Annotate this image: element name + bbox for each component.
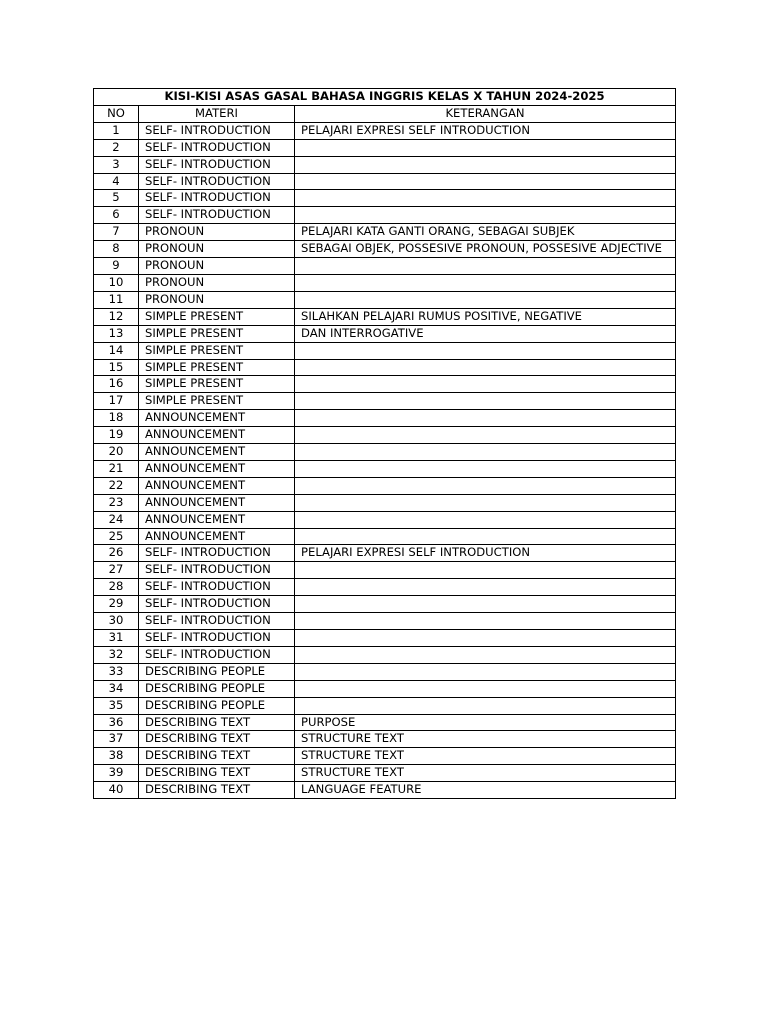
cell-no: 16 [94,376,139,393]
table-row [94,562,676,579]
cell-materi: ANNOUNCEMENT [139,427,295,444]
cell-materi: PRONOUN [139,241,295,258]
cell-keterangan [295,646,676,663]
cell-no: 28 [94,579,139,596]
cell-no: 40 [94,782,139,799]
table-row [94,139,676,156]
cell-no: 3 [94,156,139,173]
cell-no: 27 [94,562,139,579]
header-no: NO [94,105,139,122]
cell-materi: ANNOUNCEMENT [139,494,295,511]
cell-keterangan [295,579,676,596]
cell-no: 33 [94,663,139,680]
cell-no: 9 [94,258,139,275]
cell-no: 14 [94,342,139,359]
cell-keterangan [295,460,676,477]
cell-materi: SELF- INTRODUCTION [139,562,295,579]
cell-keterangan [295,680,676,697]
table-row [94,646,676,663]
table-row [94,765,676,782]
cell-materi: SELF- INTRODUCTION [139,613,295,630]
cell-keterangan [295,274,676,291]
table-row [94,359,676,376]
cell-materi: SIMPLE PRESENT [139,342,295,359]
cell-no: 22 [94,477,139,494]
cell-keterangan [295,444,676,461]
table-row [94,782,676,799]
cell-no: 5 [94,190,139,207]
cell-no: 2 [94,139,139,156]
cell-keterangan [295,427,676,444]
cell-materi: SIMPLE PRESENT [139,393,295,410]
table-row [94,680,676,697]
cell-keterangan [295,393,676,410]
cell-keterangan [295,663,676,680]
cell-no: 17 [94,393,139,410]
cell-keterangan: PELAJARI EXPRESI SELF INTRODUCTION [295,545,676,562]
table-row [94,207,676,224]
cell-no: 4 [94,173,139,190]
cell-materi: SIMPLE PRESENT [139,376,295,393]
cell-no: 12 [94,308,139,325]
cell-materi: SELF- INTRODUCTION [139,630,295,647]
cell-keterangan: DAN INTERROGATIVE [295,325,676,342]
cell-keterangan [295,613,676,630]
cell-materi: DESCRIBING PEOPLE [139,680,295,697]
cell-materi: SELF- INTRODUCTION [139,646,295,663]
cell-no: 38 [94,748,139,765]
table-row [94,410,676,427]
cell-materi: ANNOUNCEMENT [139,410,295,427]
cell-no: 1 [94,122,139,139]
cell-no: 20 [94,444,139,461]
cell-materi: ANNOUNCEMENT [139,460,295,477]
table-row [94,545,676,562]
table-row [94,325,676,342]
cell-materi: DESCRIBING PEOPLE [139,697,295,714]
cell-keterangan [295,376,676,393]
table-row [94,173,676,190]
cell-no: 39 [94,765,139,782]
cell-no: 25 [94,528,139,545]
cell-materi: DESCRIBING PEOPLE [139,663,295,680]
table-row [94,460,676,477]
table-row [94,630,676,647]
cell-materi: SELF- INTRODUCTION [139,579,295,596]
cell-materi: PRONOUN [139,274,295,291]
cell-keterangan [295,156,676,173]
cell-no: 10 [94,274,139,291]
cell-keterangan: STRUCTURE TEXT [295,765,676,782]
header-materi: MATERI [139,105,295,122]
cell-materi: SELF- INTRODUCTION [139,596,295,613]
cell-materi: DESCRIBING TEXT [139,782,295,799]
table-row [94,444,676,461]
cell-keterangan [295,528,676,545]
cell-no: 18 [94,410,139,427]
header-row [94,105,676,122]
cell-materi: SELF- INTRODUCTION [139,190,295,207]
cell-keterangan [295,494,676,511]
cell-materi: SELF- INTRODUCTION [139,122,295,139]
table-row [94,258,676,275]
cell-no: 36 [94,714,139,731]
cell-keterangan [295,291,676,308]
cell-keterangan [295,139,676,156]
table-row [94,156,676,173]
table-row [94,494,676,511]
cell-materi: SELF- INTRODUCTION [139,545,295,562]
cell-materi: SELF- INTRODUCTION [139,207,295,224]
table-row [94,579,676,596]
cell-keterangan [295,596,676,613]
cell-keterangan [295,359,676,376]
cell-no: 34 [94,680,139,697]
cell-materi: ANNOUNCEMENT [139,511,295,528]
cell-no: 24 [94,511,139,528]
table-row [94,122,676,139]
table-row [94,393,676,410]
cell-no: 8 [94,241,139,258]
cell-no: 31 [94,630,139,647]
cell-keterangan [295,697,676,714]
cell-keterangan: SEBAGAI OBJEK, POSSESIVE PRONOUN, POSSESIVE ADJECTIVE [295,241,676,258]
cell-keterangan [295,342,676,359]
cell-materi: DESCRIBING TEXT [139,731,295,748]
cell-keterangan: PURPOSE [295,714,676,731]
table-row [94,241,676,258]
cell-keterangan: STRUCTURE TEXT [295,731,676,748]
table-row [94,342,676,359]
cell-keterangan: LANGUAGE FEATURE [295,782,676,799]
cell-materi: SELF- INTRODUCTION [139,173,295,190]
table-row [94,511,676,528]
cell-materi: ANNOUNCEMENT [139,477,295,494]
cell-no: 7 [94,224,139,241]
cell-materi: SELF- INTRODUCTION [139,139,295,156]
table-title: KISI-KISI ASAS GASAL BAHASA INGGRIS KELAS X TAHUN 2024-2025 [94,89,676,106]
cell-keterangan: PELAJARI KATA GANTI ORANG, SEBAGAI SUBJEK [295,224,676,241]
table-row [94,528,676,545]
cell-materi: DESCRIBING TEXT [139,765,295,782]
cell-no: 6 [94,207,139,224]
spreadsheet-page [93,88,675,799]
table-row [94,697,676,714]
cell-no: 37 [94,731,139,748]
cell-keterangan: SILAHKAN PELAJARI RUMUS POSITIVE, NEGATIVE [295,308,676,325]
cell-keterangan: STRUCTURE TEXT [295,748,676,765]
cell-materi: SIMPLE PRESENT [139,308,295,325]
table-row [94,748,676,765]
cell-keterangan [295,258,676,275]
cell-no: 21 [94,460,139,477]
cell-materi: SIMPLE PRESENT [139,325,295,342]
cell-keterangan [295,410,676,427]
cell-materi: PRONOUN [139,258,295,275]
cell-no: 23 [94,494,139,511]
cell-materi: ANNOUNCEMENT [139,444,295,461]
cell-keterangan [295,190,676,207]
table-row [94,308,676,325]
table-row [94,274,676,291]
cell-materi: SELF- INTRODUCTION [139,156,295,173]
cell-keterangan [295,511,676,528]
cell-no: 30 [94,613,139,630]
cell-keterangan: PELAJARI EXPRESI SELF INTRODUCTION [295,122,676,139]
title-row [94,89,676,106]
table-row [94,731,676,748]
cell-no: 35 [94,697,139,714]
table-body [94,89,676,799]
cell-no: 26 [94,545,139,562]
cell-keterangan [295,207,676,224]
cell-materi: PRONOUN [139,224,295,241]
kisi-kisi-table [93,88,676,799]
table-row [94,596,676,613]
cell-no: 13 [94,325,139,342]
cell-keterangan [295,562,676,579]
table-row [94,190,676,207]
cell-materi: PRONOUN [139,291,295,308]
table-row [94,427,676,444]
cell-keterangan [295,173,676,190]
table-row [94,224,676,241]
cell-materi: SIMPLE PRESENT [139,359,295,376]
table-row [94,663,676,680]
cell-materi: DESCRIBING TEXT [139,748,295,765]
cell-no: 11 [94,291,139,308]
cell-no: 19 [94,427,139,444]
cell-no: 32 [94,646,139,663]
table-row [94,291,676,308]
header-keterangan: KETERANGAN [295,105,676,122]
table-row [94,714,676,731]
cell-no: 29 [94,596,139,613]
cell-keterangan [295,477,676,494]
table-row [94,477,676,494]
cell-materi: ANNOUNCEMENT [139,528,295,545]
table-row [94,613,676,630]
cell-materi: DESCRIBING TEXT [139,714,295,731]
table-row [94,376,676,393]
cell-keterangan [295,630,676,647]
cell-no: 15 [94,359,139,376]
